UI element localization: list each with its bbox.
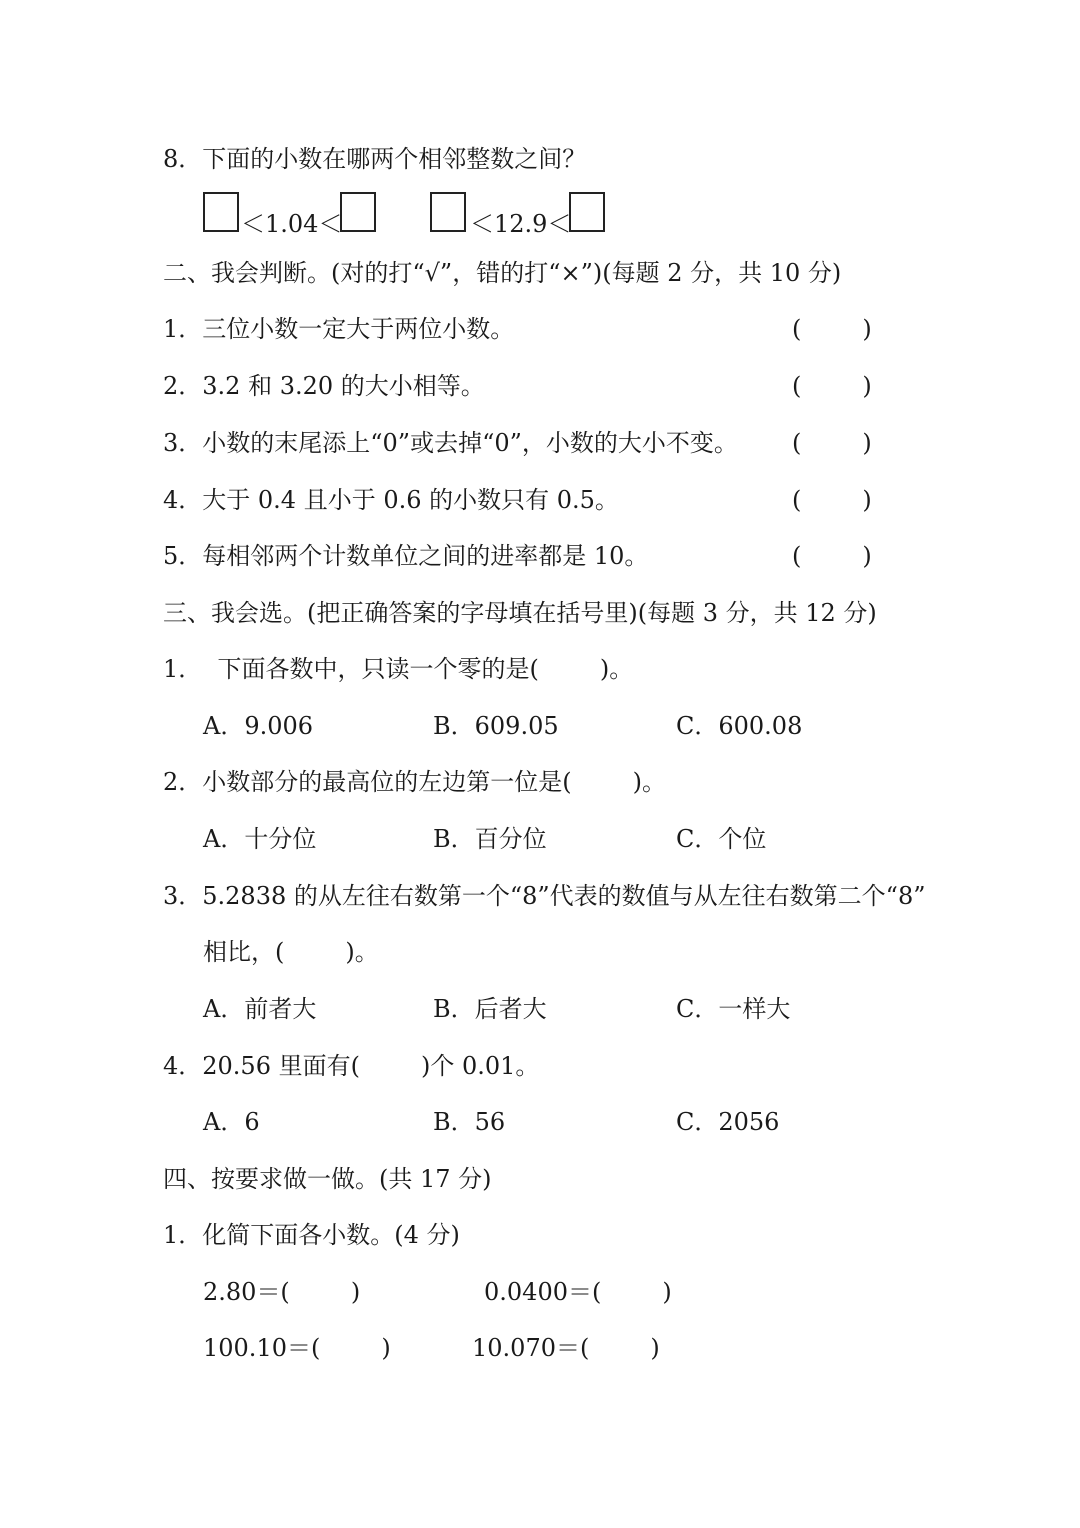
section4-title: 四、按要求做一做。(共 17 分) [163, 1165, 492, 1193]
simplify-q1-text: 1．化简下面各小数。(4 分) [163, 1221, 460, 1249]
judge-item-5: 5．每相邻两个计数单位之间的进率都是 10。 [163, 542, 649, 570]
judge-item-2: 2．3.2 和 3.20 的大小相等。 [163, 372, 485, 400]
choice-q2-option-a[interactable]: A．十分位 [203, 825, 317, 853]
judge-item-1: 1．三位小数一定大于两位小数。 [163, 315, 515, 343]
choice-q1-option-c[interactable]: C．600.08 [676, 712, 803, 740]
answer-box-3[interactable] [430, 192, 466, 232]
judge-paren-5[interactable]: ( ) [792, 542, 872, 570]
choice-q3-text: 3．5.2838 的从左往右数第一个“8”代表的数值与从左往右数第二个“8” [163, 882, 926, 910]
q8-text: 8．下面的小数在哪两个相邻整数之间？ [163, 145, 587, 173]
choice-q2-option-b[interactable]: B．百分位 [433, 825, 547, 853]
choice-q4-option-c[interactable]: C．2056 [676, 1108, 780, 1136]
choice-q4-option-b[interactable]: B．56 [433, 1108, 506, 1136]
choice-q2-text: 2．小数部分的最高位的左边第一位是( )。 [163, 768, 667, 796]
choice-q4-option-a[interactable]: A．6 [203, 1108, 260, 1136]
inequality-1: ＜1.04＜ [241, 210, 343, 238]
choice-q3-option-a[interactable]: A．前者大 [203, 995, 317, 1023]
answer-box-2[interactable] [340, 192, 376, 232]
answer-box-1[interactable] [203, 192, 239, 232]
inequality-2: ＜12.9＜ [470, 210, 572, 238]
judge-paren-1[interactable]: ( ) [792, 315, 872, 343]
simplify-expr-1[interactable]: 2.80＝( ) [203, 1278, 361, 1306]
choice-q2-option-c[interactable]: C．个位 [676, 825, 767, 853]
choice-q1-text: 1． 下面各数中，只读一个零的是( )。 [163, 655, 634, 683]
choice-q3-option-c[interactable]: C．一样大 [676, 995, 791, 1023]
judge-paren-2[interactable]: ( ) [792, 372, 872, 400]
section2-title: 二、我会判断。(对的打“√”，错的打“×”)(每题 2 分，共 10 分) [163, 259, 842, 287]
choice-q1-option-a[interactable]: A．9.006 [203, 712, 314, 740]
judge-paren-4[interactable]: ( ) [792, 486, 872, 514]
simplify-expr-4[interactable]: 10.070＝( ) [472, 1334, 660, 1362]
judge-paren-3[interactable]: ( ) [792, 429, 872, 457]
judge-item-3: 3．小数的末尾添上“0”或去掉“0”，小数的大小不变。 [163, 429, 738, 457]
choice-q3-text-line2: 相比，( )。 [203, 938, 379, 966]
answer-box-4[interactable] [569, 192, 605, 232]
choice-q4-text: 4．20.56 里面有( )个 0.01。 [163, 1052, 540, 1080]
simplify-expr-2[interactable]: 0.0400＝( ) [484, 1278, 672, 1306]
choice-q1-option-b[interactable]: B．609.05 [433, 712, 559, 740]
judge-item-4: 4．大于 0.4 且小于 0.6 的小数只有 0.5。 [163, 486, 619, 514]
section3-title: 三、我会选。(把正确答案的字母填在括号里)(每题 3 分，共 12 分) [163, 599, 877, 627]
choice-q3-option-b[interactable]: B．后者大 [433, 995, 547, 1023]
simplify-expr-3[interactable]: 100.10＝( ) [203, 1334, 391, 1362]
